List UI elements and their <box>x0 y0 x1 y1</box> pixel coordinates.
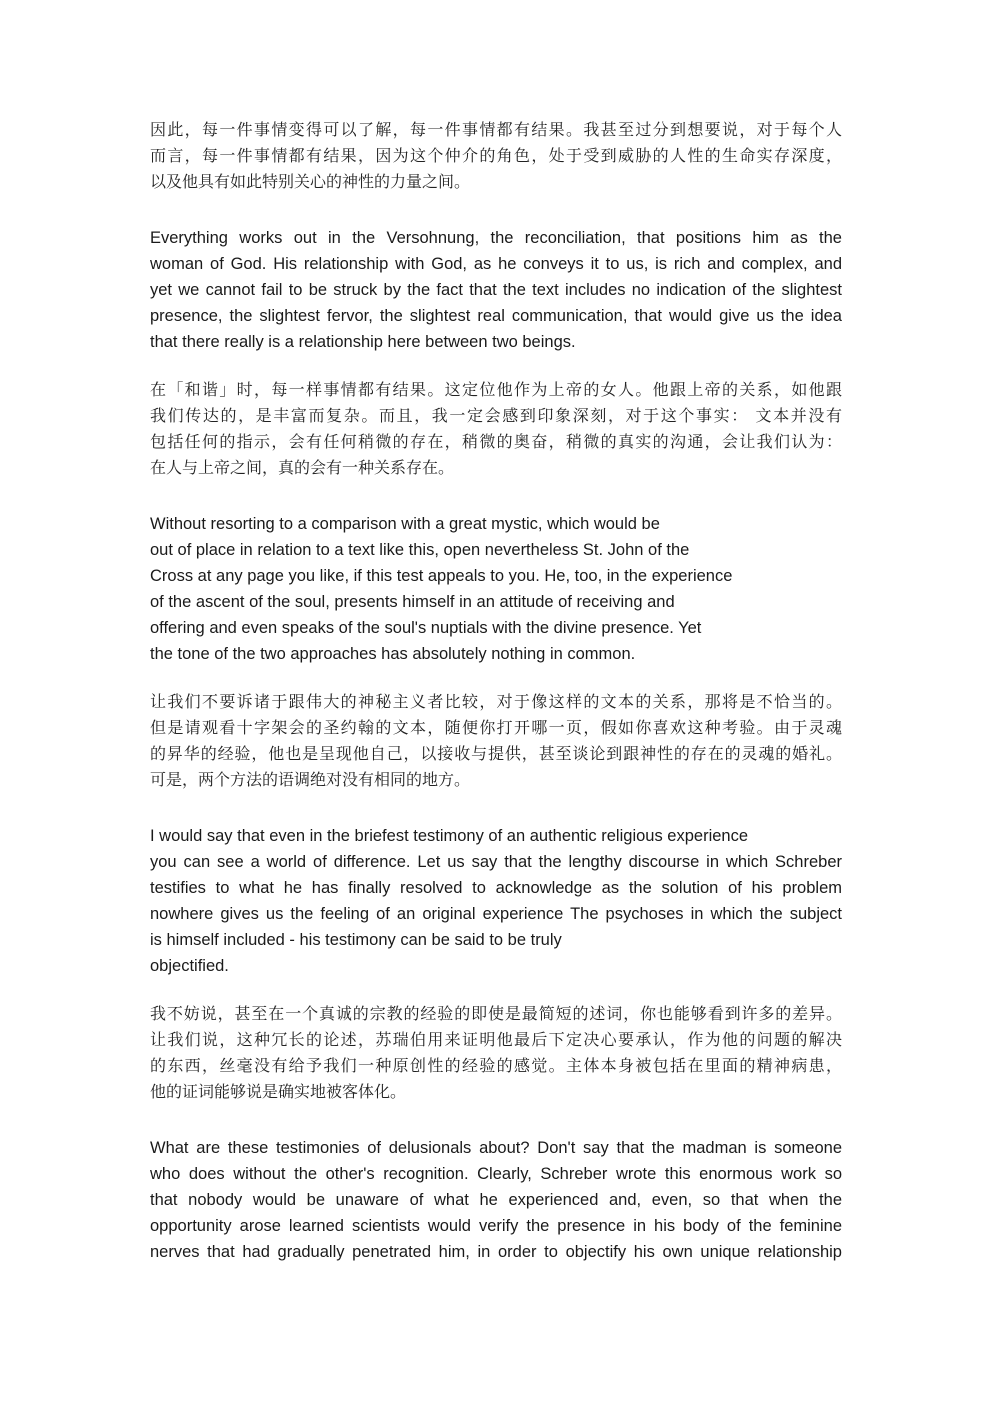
text-line: you can see a world of difference. Let us say that the lengthy discourse in which Schreber <box>150 853 842 871</box>
text-line: objectified. <box>150 957 229 975</box>
text-line: I would say that even in the briefest testimony of an authentic religious experience <box>150 827 749 845</box>
text-line: 的东西，丝毫没有给予我们一种原创性的经验的感觉。主体本身被包括在里面的精神病患， <box>150 1056 842 1075</box>
text-line: testifies to what he has finally resolved to acknowledge as the solution of his problem <box>150 879 842 897</box>
text-line: 但是请观看十字架会的圣约翰的文本，随便你打开哪一页，假如你喜欢这种考验。由于灵魂 <box>150 718 842 737</box>
text-line: yet we cannot fail to be struck by the fact that the text includes no indication of the slightest <box>150 281 842 299</box>
text-line: Without resorting to a comparison with a great mystic, which would be <box>150 515 660 533</box>
text-line: 他的证词能够说是确实地被客体化。 <box>150 1082 407 1101</box>
text-line: the tone of the two approaches has absolutely nothing in common. <box>150 645 636 663</box>
text-line: 我们传达的，是丰富而复杂。而且，我一定会感到印象深刻，对于这个事实： 文本并没有 <box>150 406 842 425</box>
text-line: 因此，每一件事情变得可以了解，每一件事情都有结果。我甚至过分到想要说，对于每个人 <box>150 120 842 139</box>
text-line: nerves that had gradually penetrated him, in order to objectify his own unique relationship <box>150 1243 842 1261</box>
text-line: woman of God. His relationship with God, as he conveys it to us, is rich and complex, and <box>150 255 842 273</box>
text-line: What are these testimonies of delusionals about? Don't say that the madman is someone <box>150 1139 842 1157</box>
text-line: 让我们不要诉诸于跟伟大的神秘主义者比较，对于像这样的文本的关系，那将是不恰当的。 <box>150 692 842 711</box>
text-line: 让我们说，这种冗长的论述，苏瑞伯用来证明他最后下定决心要承认，作为他的问题的解决 <box>150 1030 842 1049</box>
text-line: who does without the other's recognition. Clearly, Schreber wrote this enormous work so <box>150 1165 842 1183</box>
text-line: 我不妨说，甚至在一个真诚的宗教的经验的即使是最简短的述词，你也能够看到许多的差异。 <box>150 1004 842 1023</box>
text-line: Cross at any page you like, if this test appeals to you. He, too, in the experience <box>150 567 733 585</box>
text-line: opportunity arose learned scientists would verify the presence in his body of the feminine <box>150 1217 842 1235</box>
text-line: offering and even speaks of the soul's nuptials with the divine presence. Yet <box>150 619 702 637</box>
text-line: of the ascent of the soul, presents himself in an attitude of receiving and <box>150 593 675 611</box>
text-line: that there really is a relationship here between two beings. <box>150 333 576 351</box>
text-line: 以及他具有如此特别关心的神性的力量之间。 <box>150 172 471 191</box>
text-line: 可是，两个方法的语调绝对没有相同的地方。 <box>150 770 471 789</box>
text-line: is himself included - his testimony can be said to be truly <box>150 931 562 949</box>
text-line: 而言，每一件事情都有结果，因为这个仲介的角色，处于受到威胁的人性的生命实存深度， <box>150 146 842 165</box>
text-line: that nobody would be unaware of what he experienced and, even, so that when the <box>150 1191 842 1209</box>
text-line: out of place in relation to a text like this, open nevertheless St. John of the <box>150 541 690 559</box>
text-line: presence, the slightest fervor, the slightest real communication, that would give us the idea <box>150 307 842 325</box>
text-line: 在人与上帝之间，真的会有一种关系存在。 <box>150 458 455 477</box>
text-line: 包括任何的指示，会有任何稍微的存在，稍微的奥奋，稍微的真实的沟通，会让我们认为： <box>150 432 842 451</box>
text-line: nowhere gives us the feeling of an original experience The psychoses in which the subject <box>150 905 842 923</box>
text-line: Everything works out in the Versohnung, the reconciliation, that positions him as the <box>150 229 842 247</box>
text-line: 的昇华的经验，他也是呈现他自己，以接收与提供，甚至谈论到跟神性的存在的灵魂的婚礼。 <box>150 744 842 763</box>
text-line: 在「和谐」时，每一样事情都有结果。这定位他作为上帝的女人。他跟上帝的关系，如他跟 <box>150 380 842 399</box>
